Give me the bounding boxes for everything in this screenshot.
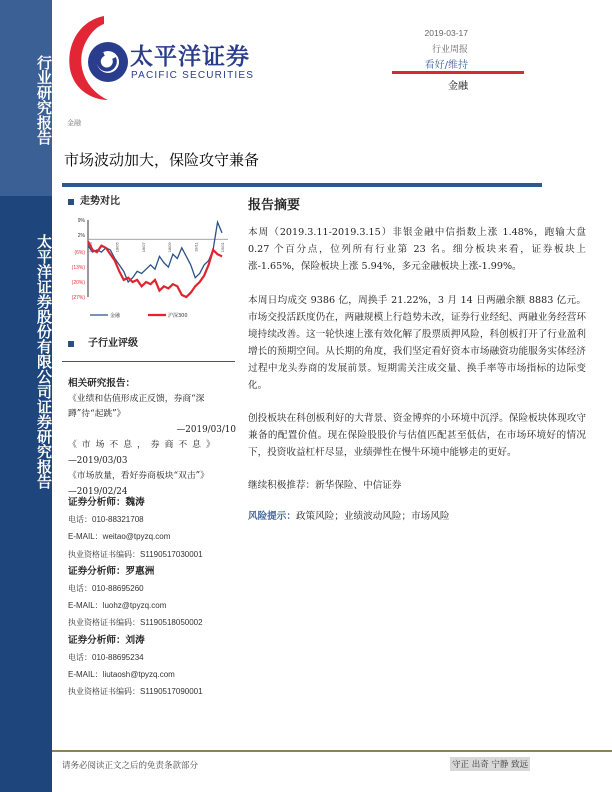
sidebar-top-label: 行业研究报告 [35, 55, 53, 145]
footer-motto: 守正 出奇 宁静 致远 [450, 757, 530, 771]
related-reports: 相关研究报告： 《业绩和估值形成正反馈，券商“深蹲”待“起跳”》 —2019/03/10 《市场不息，券商不息》 —2019/03/03 《市场放量，看好券商板块“双击”》 —2019/02/24 [68, 378, 236, 497]
footer-disclaimer: 请务必阅读正文之后的免责条款部分 [62, 761, 199, 771]
analyst-3: 证券分析师：刘涛 电话：010-88695234 E-MAIL：liutaosh@tpyzq.com 执业资格证书编码：S1190517090001 [68, 632, 236, 701]
trend-heading: 走势对比 [68, 192, 120, 207]
header-divider [392, 71, 524, 74]
analyst-1: 证券分析师：魏涛 电话：010-88321708 E-MAIL：weitao@tpyzq.com 执业资格证书编码：S1190517030001 [68, 494, 236, 563]
report-date: 2019-03-17 [424, 28, 468, 38]
analyst-list [68, 494, 236, 700]
left-divider [62, 361, 235, 362]
legend-label: 沪深300 [168, 313, 188, 319]
y-tick-label: (20%) [71, 280, 85, 287]
footer-divider [52, 750, 612, 752]
x-tick-label: 18/07 [140, 242, 146, 253]
analyst-email[interactable]: E-MAIL：luohz@tpyzq.com [68, 601, 167, 611]
trend-chart [60, 212, 235, 324]
related-report-link[interactable]: 《业绩和估值形成正反馈，券商“深蹲”待“起跳”》 [68, 393, 205, 419]
risk-warning: 风险提示：政策风险；业绩波动风险；市场风险 [248, 511, 450, 522]
bullet-icon [68, 341, 74, 347]
y-tick-label: (27%) [71, 295, 85, 301]
x-tick-label: 18/03 [88, 242, 93, 253]
page-title: 市场波动加大，保险攻守兼备 [64, 151, 260, 169]
sidebar-top [0, 0, 52, 196]
analyst-email[interactable]: E-MAIL：weitao@tpyzq.com [68, 532, 171, 542]
sub-industry-heading: 子行业评级 [68, 334, 138, 349]
summary-paragraph: 本周（2019.3.11-2019.3.15）非银金融中信指数上涨 1.48%，跑输大盘 0.27 个百分点，位列所有行业第 23 名。细分板块来看，证券板块上涨-1.65%，保险板块上涨 5.94%，多元金融板块上涨-1.99%。 [248, 227, 586, 272]
y-tick-label: (6%) [74, 250, 85, 257]
summary-paragraph: 本周日均成交 9386 亿，周换手 21.22%，3 月 14 日两融余额 8883 亿元。市场交投活跃度仍在，两融规模上行趋势未改，证券行业经纪、两融业务经营环境持续改善。这一轮快速上涨有效化解了股票质押风险，科创板打开了行业盈利增长的预期空间。从长期的角度，我们坚定看好资本市场融资功能服务实体经济过程中龙头券商的发展前景。短期需关注成交量、换手率等市场指标的边际变化。 [248, 295, 586, 391]
logo-name-cn: 太平洋证券 [130, 44, 250, 70]
category-label: 金融 [67, 119, 81, 127]
sidebar-bottom-label: 太平洋证券股份有限公司证券研究报告 [35, 234, 53, 489]
y-tick-label: (13%) [71, 265, 85, 272]
x-tick-label: 18/11 [193, 242, 199, 252]
summary-paragraph: 创投板块在科创板利好的大背景、资金博弈的小环境中沉浮。保险板块体现攻守兼备的配置价值。现在保险股股价与估值匹配甚至低估，在市场环境好的情况下，投资收益杠杆尽显，业绩弹性在慢牛环境中能够走的更好。 [248, 413, 586, 458]
legend-label: 金融 [110, 313, 121, 319]
x-tick-label: 18/09 [167, 242, 173, 253]
logo-icon [64, 14, 130, 102]
y-tick-label: 2% [77, 232, 85, 239]
section-divider [62, 183, 542, 187]
bullet-icon [68, 199, 74, 205]
related-report-link[interactable]: 《市场不息，券商不息》 [68, 440, 220, 450]
analyst-email[interactable]: E-MAIL：liutaosh@tpyzq.com [68, 670, 175, 680]
summary-heading: 报告摘要 [248, 198, 301, 213]
logo-name-en: PACIFIC SECURITIES [131, 70, 255, 81]
analyst-2: 证券分析师：罗惠洲 电话：010-88695260 E-MAIL：luohz@tpyzq.com 执业资格证书编码：S1190518050002 [68, 563, 236, 632]
sidebar-bottom [0, 196, 52, 792]
industry: 金融 [448, 81, 468, 92]
report-type: 行业周报 [431, 45, 468, 55]
related-report-link[interactable]: 《市场放量，看好券商板块“双击”》 [68, 471, 209, 481]
recommendation: 继续积极推荐：新华保险、中信证券 [248, 480, 402, 491]
rating: 看好/维持 [424, 60, 468, 71]
x-tick-label: 19/01 [220, 242, 225, 253]
x-tick-label: 18/05 [114, 242, 120, 253]
y-tick-label: 9% [77, 218, 85, 224]
